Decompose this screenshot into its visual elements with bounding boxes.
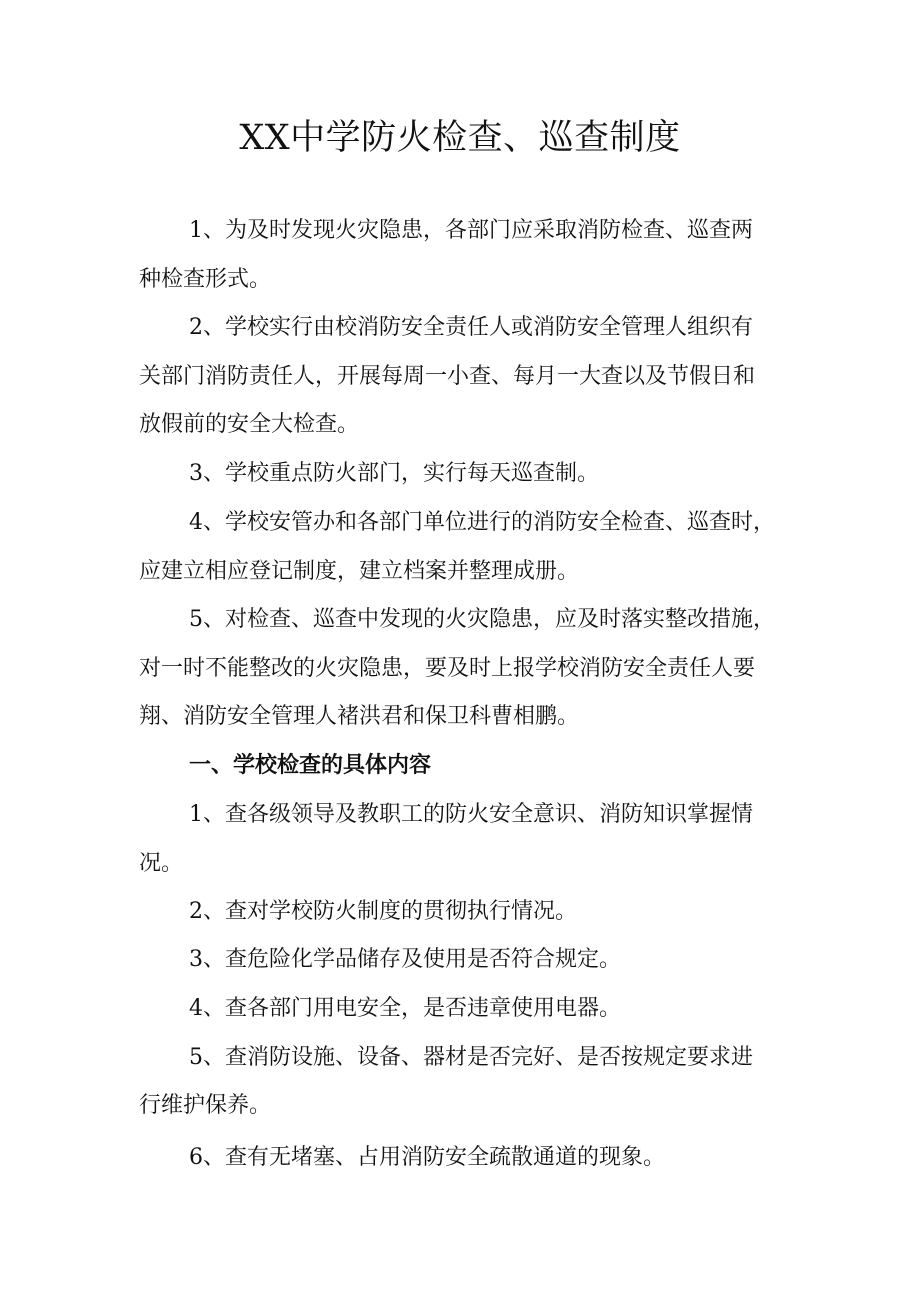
item-5-line-1: 5、查消防设施、设备、器材是否完好、是否按规定要求进 [189,1045,753,1070]
item-1-line-1: 1、查各级领导及教职工的防火安全意识、消防知识掌握情 [189,802,753,827]
item-1-line-2: 况。 [139,851,184,876]
section-heading: 一、学校检查的具体内容 [189,753,432,778]
item-2-line-1: 2、查对学校防火制度的贯彻执行情况。 [189,899,577,924]
paragraph-3-line-1: 3、学校重点防火部门，实行每天巡查制。 [189,461,599,486]
paragraph-4-line-1: 4、学校安管办和各部门单位进行的消防安全检查、巡查时， [189,510,775,535]
paragraph-5-line-2: 对一时不能整改的火灾隐患，要及时上报学校消防安全责任人要 [139,656,756,681]
paragraph-2-line-3: 放假前的安全大检查。 [139,412,360,437]
item-6-line-1: 6、查有无堵塞、占用消防安全疏散通道的现象。 [189,1145,665,1170]
item-4-line-1: 4、查各部门用电安全，是否违章使用电器。 [189,996,621,1021]
item-3-line-1: 3、查危险化学品储存及使用是否符合规定。 [189,947,621,972]
paragraph-4-line-2: 应建立相应登记制度，建立档案并整理成册。 [139,559,580,584]
paragraph-2-line-1: 2、学校实行由校消防安全责任人或消防安全管理人组织有 [189,315,753,340]
paragraph-1-line-1: 1、为及时发现火灾隐患，各部门应采取消防检查、巡查两 [189,218,753,243]
item-5-line-2: 行维护保养。 [139,1093,272,1118]
paragraph-5-line-1: 5、对检查、巡查中发现的火灾隐患，应及时落实整改措施， [189,607,775,632]
paragraph-5-line-3: 翔、消防安全管理人褚洪君和保卫科曹相鹏。 [139,704,580,729]
paragraph-2-line-2: 关部门消防责任人，开展每周一小查、每月一大查以及节假日和 [139,364,756,389]
document-title: XX中学防火检查、巡查制度 [239,118,681,158]
paragraph-1-line-2: 种检查形式。 [139,267,272,292]
